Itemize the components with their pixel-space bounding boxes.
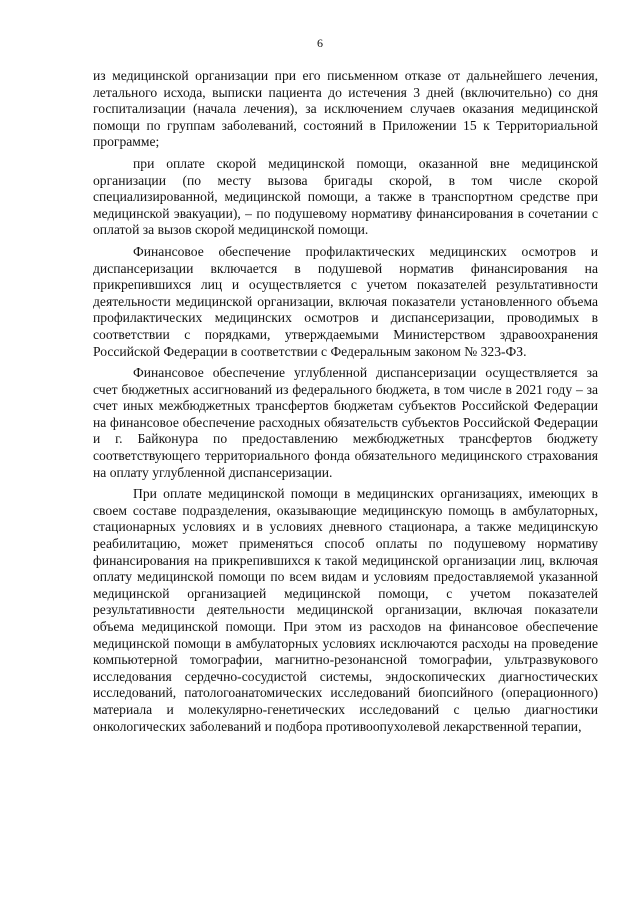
paragraph-preventive-exams: Финансовое обеспечение профилактических медицинских осмотров и диспансеризации включается в подушевой норматив финансирования на прикрепившихся лиц и осуществляется с учетом показателей результативности деятельности медицинской организации, включая показатели установленного объема профилактических медицинских осмотров и диспансеризации, проводимых в соответствии с порядками, утверждаемыми Министерством здравоохранения Российской Федерации в соответствии с Федеральным законом № 323-ФЗ. bbox=[93, 243, 598, 359]
paragraph-in-depth-dispensarization: Финансовое обеспечение углубленной диспансеризации осуществляется за счет бюджетных ассигнований из федерального бюджета, в том числе в 2021 году – за счет иных межбюджетных трансфертов бюджетам субъектов Российской Федерации на финансовое обеспечение расходных обязательств субъектов Российской Федерации и г. Байконура по предоставлению межбюджетных трансфертов бюджету соответствующего территориального фонда обязательного медицинского страхования на оплату углубленной диспансеризации. bbox=[93, 365, 598, 480]
paragraph-continuation: из медицинской организации при его письменном отказе от дальнейшего лечения, летального исхода, выписки пациента до истечения 3 дней (включительно) со дня госпитализации (начала лечения), за исключением случаев оказания медицинской помощи по группам заболеваний, состояний в Приложении 15 к Территориальной программе; bbox=[93, 68, 598, 150]
page-number: 6 bbox=[317, 36, 323, 50]
paragraph-per-capita-payment: При оплате медицинской помощи в медицинских организациях, имеющих в своем составе подразделения, оказывающие медицинскую помощь в амбулаторных, стационарных условиях и в условиях дневного стационара, а также медицинскую реабилитацию, может применяться способ оплаты по подушевому нормативу финансирования на прикрепившихся к такой медицинской организации лиц, включая оплату медицинской помощи по всем видам и условиям предоставляемой указанной медицинской организацией медицинской помощи, с учетом показателей результативности деятельности медицинской организации, включая показатели объема медицинской помощи. При этом из расходов на финансовое обеспечение медицинской помощи в амбулаторных условиях исключаются расходы на проведение компьютерной томографии, магнитно-резонансной томографии, ультразвукового исследования сердечно-сосудистой системы, эндоскопических диагностических исследований, патологоанатомических исследований биопсийного (операционного) материала и молекулярно-генетических исследований с целью диагностики онкологических заболеваний и подбора противоопухолевой лекарственной терапии, bbox=[93, 486, 598, 734]
document-body bbox=[93, 68, 598, 740]
paragraph-ambulance-payment: при оплате скорой медицинской помощи, оказанной вне медицинской организации (по месту вызова бригады скорой, в том числе скорой специализированной, медицинской помощи, а также в транспортном средстве при медицинской эвакуации), – по подушевому нормативу финансирования в сочетании с оплатой за вызов скорой медицинской помощи. bbox=[93, 155, 598, 238]
